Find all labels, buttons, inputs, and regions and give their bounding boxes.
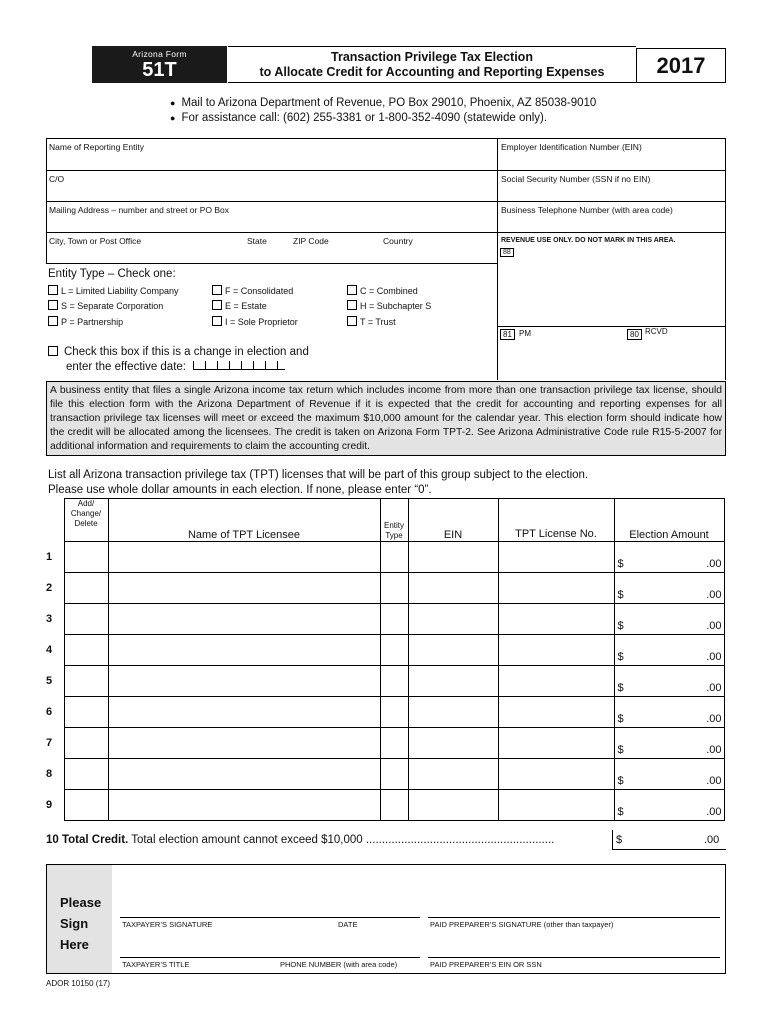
ein-cell[interactable] <box>408 604 498 635</box>
election-amount-cell[interactable] <box>614 635 724 666</box>
header-add-change-delete: Add/ Change/ Delete <box>64 499 108 542</box>
taxpayer-signature-field[interactable]: TAXPAYER’S SIGNATURE <box>122 920 213 929</box>
cents: .00 <box>706 620 722 632</box>
table-row <box>46 790 724 821</box>
entity-type-cell[interactable] <box>380 542 408 573</box>
header-entity-type: Entity Type <box>380 499 408 542</box>
assistance-bullet: ● For assistance call: (602) 255-3381 or 1-800-352-4090 (statewide only). <box>170 111 596 126</box>
tpt-license-cell[interactable] <box>498 790 614 821</box>
table-row <box>46 759 724 790</box>
form-id-footer: ADOR 10150 (17) <box>46 979 111 988</box>
revenue-use-label: REVENUE USE ONLY. DO NOT MARK IN THIS AREA. <box>501 237 676 244</box>
row-number: 8 <box>46 759 64 790</box>
election-amount-cell[interactable] <box>614 790 724 821</box>
row-number: 4 <box>46 635 64 666</box>
row-number: 5 <box>46 666 64 697</box>
total-credit-text: Total election amount cannot exceed $10,000 ........................................................... <box>131 834 555 846</box>
option-sole-proprietor[interactable]: I = Sole Proprietor <box>212 316 298 327</box>
pm-label: PM <box>519 329 531 338</box>
election-amount-cell[interactable] <box>614 666 724 697</box>
ein-cell[interactable] <box>408 697 498 728</box>
header-tpt-license: TPT License No. <box>498 499 614 542</box>
entity-type-cell[interactable] <box>380 697 408 728</box>
election-amount-cell[interactable] <box>614 542 724 573</box>
checkbox[interactable] <box>347 300 357 310</box>
entity-type-cell[interactable] <box>380 635 408 666</box>
add-change-delete-cell[interactable] <box>64 542 108 573</box>
header-licensee-name: Name of TPT Licensee <box>108 499 380 542</box>
mailing-address-field[interactable]: Mailing Address – number and street or PO Box <box>49 205 230 215</box>
election-amount-cell[interactable] <box>614 728 724 759</box>
licensee-name-cell[interactable] <box>108 759 380 790</box>
election-amount-cell[interactable] <box>614 759 724 790</box>
cents: .00 <box>706 744 722 756</box>
table-row <box>46 604 724 635</box>
ein-cell[interactable] <box>408 542 498 573</box>
city-field[interactable]: City, Town or Post Office <box>49 236 142 246</box>
code-88: 88 <box>500 248 514 257</box>
tpt-license-cell[interactable] <box>498 759 614 790</box>
entity-type-cell[interactable] <box>380 666 408 697</box>
cents: .00 <box>706 713 722 725</box>
total-credit-label: 10 Total Credit. <box>46 834 129 846</box>
entity-type-cell[interactable] <box>380 604 408 635</box>
ssn-field[interactable]: Social Security Number (SSN if no EIN) <box>501 174 651 184</box>
option-consolidated[interactable]: F = Consolidated <box>212 285 293 296</box>
add-change-delete-cell[interactable] <box>64 666 108 697</box>
dollar-sign: $ <box>617 589 624 601</box>
cents: .00 <box>706 651 722 663</box>
checkbox[interactable] <box>48 316 58 326</box>
tpt-license-cell[interactable] <box>498 542 614 573</box>
ein-cell[interactable] <box>408 666 498 697</box>
licensee-name-cell[interactable] <box>108 666 380 697</box>
tax-year: 2017 <box>636 48 726 83</box>
table-header <box>46 499 724 542</box>
licensee-name-cell[interactable] <box>108 635 380 666</box>
licensee-name-cell[interactable] <box>108 573 380 604</box>
country-field[interactable]: Country <box>383 236 413 246</box>
tpt-licensee-table <box>46 498 725 821</box>
effective-date-field[interactable] <box>193 361 285 370</box>
table-row <box>46 635 724 666</box>
tpt-license-cell[interactable] <box>498 573 614 604</box>
table-row <box>46 728 724 759</box>
preparer-ein-field[interactable]: PAID PREPARER’S EIN OR SSN <box>430 960 542 969</box>
zip-field[interactable]: ZIP Code <box>293 236 329 246</box>
add-change-delete-cell[interactable] <box>64 728 108 759</box>
option-trust[interactable]: T = Trust <box>347 316 396 327</box>
ein-field[interactable]: Employer Identification Number (EIN) <box>501 142 642 152</box>
licensee-name-cell[interactable] <box>108 697 380 728</box>
checkbox[interactable] <box>212 316 222 326</box>
checkbox[interactable] <box>212 300 222 310</box>
cents: .00 <box>706 806 722 818</box>
option-combined[interactable]: C = Combined <box>347 285 418 296</box>
entity-type-cell[interactable] <box>380 759 408 790</box>
row-number: 3 <box>46 604 64 635</box>
election-notice: A business entity that files a single Arizona income tax return which includes income from more than one transaction privilege tax license, should file this election form with the Arizona Department of Revenue if it is expected that the credit for accounting and reporting expenses for all transaction privilege tax licenses will meet or exceed the maximum $10,000 amount for the calendar year. This election form should indicate how the credit will be allocated among the licensees. The credit is taken on Arizona Form TPT-2. See Arizona Administrative Code rule R15-5-2007 for additional information and requirements to claim the accounting credit. <box>46 381 726 456</box>
cents: .00 <box>706 682 722 694</box>
add-change-delete-cell[interactable] <box>64 604 108 635</box>
row-number: 9 <box>46 790 64 821</box>
ein-cell[interactable] <box>408 573 498 604</box>
row-number: 1 <box>46 542 64 573</box>
dollar-sign: $ <box>617 806 624 818</box>
co-field[interactable]: C/O <box>49 174 65 184</box>
dollar-sign: $ <box>617 775 624 787</box>
cents: .00 <box>706 558 722 570</box>
form-label: Arizona Form <box>132 49 187 59</box>
change-checkbox[interactable] <box>48 346 58 356</box>
total-credit-amount[interactable]: .00 <box>704 834 720 846</box>
dollar-sign: $ <box>617 713 624 725</box>
table-row <box>46 666 724 697</box>
title-line-1: Transaction Privilege Tax Election <box>331 50 533 64</box>
licensee-name-cell[interactable] <box>108 728 380 759</box>
change-election[interactable]: Check this box if this is a change in election and enter the effective date: <box>48 345 309 375</box>
option-subchapter-s[interactable]: H = Subchapter S <box>347 300 431 311</box>
date-field[interactable]: DATE <box>338 920 358 929</box>
tpt-license-cell[interactable] <box>498 604 614 635</box>
taxpayer-title-field[interactable]: TAXPAYER’S TITLE <box>122 960 190 969</box>
option-partnership[interactable]: P = Partnership <box>48 316 123 327</box>
election-amount-cell[interactable] <box>614 604 724 635</box>
dollar-sign: $ <box>617 682 624 694</box>
option-llc[interactable]: L = Limited Liability Company <box>48 285 178 296</box>
add-change-delete-cell[interactable] <box>64 697 108 728</box>
cents: .00 <box>706 775 722 787</box>
election-amount-cell[interactable] <box>614 697 724 728</box>
rcvd-label: RCVD <box>645 327 668 336</box>
form-number-box <box>92 46 227 83</box>
header-election-amount: Election Amount <box>614 499 724 542</box>
entity-type-cell[interactable] <box>380 573 408 604</box>
tpt-license-cell[interactable] <box>498 666 614 697</box>
option-separate-corp[interactable]: S = Separate Corporation <box>48 300 163 311</box>
election-amount-cell[interactable] <box>614 573 724 604</box>
ein-cell[interactable] <box>408 728 498 759</box>
licensee-name-cell[interactable] <box>108 790 380 821</box>
tpt-license-cell[interactable] <box>498 728 614 759</box>
entity-type-cell[interactable] <box>380 790 408 821</box>
dollar-sign: $ <box>617 744 624 756</box>
licensee-name-cell[interactable] <box>108 604 380 635</box>
form-title <box>228 46 636 83</box>
entity-type-cell[interactable] <box>380 728 408 759</box>
mail-bullet: ● Mail to Arizona Department of Revenue, PO Box 29010, Phoenix, AZ 85038-9010 <box>170 96 596 111</box>
header-ein: EIN <box>408 499 498 542</box>
ein-cell[interactable] <box>408 790 498 821</box>
dollar-sign: $ <box>617 558 624 570</box>
title-line-2: to Allocate Credit for Accounting and Reporting Expenses <box>259 65 605 79</box>
code-80: 80 <box>627 329 642 340</box>
row-number: 2 <box>46 573 64 604</box>
row-number: 6 <box>46 697 64 728</box>
total-credit-line <box>46 834 554 846</box>
please-sign-here: Please Sign Here <box>60 895 102 952</box>
ein-cell[interactable] <box>408 759 498 790</box>
tpt-license-cell[interactable] <box>498 697 614 728</box>
add-change-delete-cell[interactable] <box>64 790 108 821</box>
code-81: 81 <box>500 329 515 340</box>
table-row <box>46 697 724 728</box>
phone-number-field[interactable]: PHONE NUMBER (with area code) <box>280 960 398 969</box>
option-estate[interactable]: E = Estate <box>212 300 267 311</box>
checkbox[interactable] <box>347 316 357 326</box>
checkbox[interactable] <box>48 285 58 295</box>
add-change-delete-cell[interactable] <box>64 573 108 604</box>
form-number: 51T <box>142 59 177 81</box>
preparer-signature-field[interactable]: PAID PREPARER’S SIGNATURE (other than taxpayer) <box>430 920 614 929</box>
name-entity-field[interactable]: Name of Reporting Entity <box>49 142 144 152</box>
dollar-sign: $ <box>617 620 624 632</box>
ein-cell[interactable] <box>408 635 498 666</box>
tpt-license-cell[interactable] <box>498 635 614 666</box>
entity-type-title: Entity Type – Check one: <box>48 268 176 280</box>
dollar-sign: $ <box>617 651 624 663</box>
checkbox[interactable] <box>212 285 222 295</box>
row-number: 7 <box>46 728 64 759</box>
total-dollar-sign: $ <box>616 834 623 846</box>
table-row <box>46 542 724 573</box>
mailing-info <box>170 96 596 126</box>
checkbox[interactable] <box>48 300 58 310</box>
add-change-delete-cell[interactable] <box>64 635 108 666</box>
licensee-name-cell[interactable] <box>108 542 380 573</box>
state-field[interactable]: State <box>247 236 267 246</box>
list-instructions: List all Arizona transaction privilege tax (TPT) licenses that will be part of this group subject to the election. Please use whole dollar amounts in each election. If none, please enter “0”. <box>48 469 589 496</box>
phone-field[interactable]: Business Telephone Number (with area code) <box>501 205 673 215</box>
add-change-delete-cell[interactable] <box>64 759 108 790</box>
cents: .00 <box>706 589 722 601</box>
checkbox[interactable] <box>347 285 357 295</box>
table-row <box>46 573 724 604</box>
